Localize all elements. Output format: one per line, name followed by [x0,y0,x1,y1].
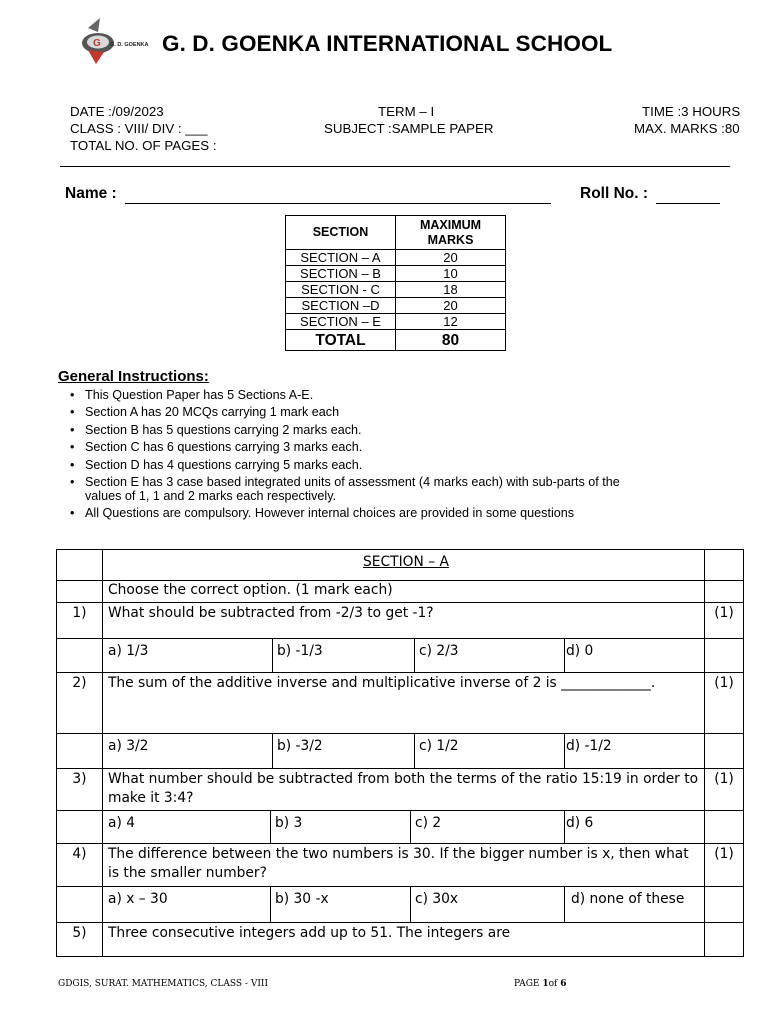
name-blank[interactable] [125,185,551,204]
section-cell: SECTION –D [286,298,396,314]
header-divider [60,166,730,167]
instruction-item: • Section B has 5 questions carrying 2 marks each. [70,423,630,437]
school-logo [74,18,154,66]
section-a-table [56,549,744,957]
name-field[interactable] [65,185,551,204]
section-cell: SECTION – A [286,250,396,266]
question-text: Three consecutive integers add up to 51. The integers are [103,923,705,957]
class-div: CLASS : VIII/ DIV : ___ [70,121,208,136]
question-marks: (1) [705,673,744,734]
total-label: TOTAL [286,330,396,351]
section-instruction-row [57,581,744,603]
section-cell: SECTION - C [286,282,396,298]
marks-total-row [286,330,506,351]
options-row [57,887,744,923]
option-a[interactable]: a) 4 [108,815,136,831]
question-text: What number should be subtracted from both the terms of the ratio 15:19 in order to make it 3:4? [103,769,705,811]
marks-cell: 20 [396,250,506,266]
question-number: 3) [57,769,103,811]
question-marks: (1) [705,603,744,639]
option-a[interactable]: a) 3/2 [108,738,149,754]
total-pages: TOTAL NO. OF PAGES : [70,138,217,153]
option-d[interactable]: d) 6 [564,811,705,843]
section-col-header: SECTION [286,216,396,250]
question-text: The difference between the two numbers is 30. If the bigger number is x, then what is the smaller number? [103,844,705,887]
question-number: 2) [57,673,103,734]
question-marks [705,923,744,957]
marks-cell: 10 [396,266,506,282]
svg-text:G. D. GOENKA: G. D. GOENKA [110,42,149,48]
option-a[interactable]: a) x – 30 [108,891,168,907]
options-row [57,734,744,769]
instruction-item: • Section E has 3 case based integrated units of assessment (4 marks each) with sub-parts of the values of 1, 1 and 2 marks each respectively. [70,475,630,503]
svg-text:G: G [93,38,101,49]
section-a-instruction: Choose the correct option. (1 mark each) [103,581,705,603]
question-text: The sum of the additive inverse and multiplicative inverse of 2 is _____________. [103,673,705,734]
instruction-item: • Section A has 20 MCQs carrying 1 mark each [70,405,630,419]
question-row [57,769,744,811]
footer-page: PAGE 1of 6 [514,979,567,989]
options-row [57,811,744,844]
option-b[interactable]: b) -1/3 [272,639,414,672]
question-marks: (1) [705,769,744,811]
school-name: G. D. GOENKA INTERNATIONAL SCHOOL [162,31,613,56]
marks-row [286,250,506,266]
options-row [57,639,744,673]
section-cell: SECTION – E [286,314,396,330]
marks-distribution-table [285,215,506,351]
marks-table-header [286,216,506,250]
option-a[interactable]: a) 1/3 [108,643,149,659]
question-number: 4) [57,844,103,887]
option-c[interactable]: c) 30x [410,887,564,922]
question-row [57,603,744,639]
option-b[interactable]: b) -3/2 [272,734,414,768]
option-c[interactable]: c) 1/2 [414,734,564,768]
marks-row [286,282,506,298]
option-c[interactable]: c) 2 [410,811,564,843]
exam-date: DATE :/09/2023 [70,104,164,119]
marks-row [286,266,506,282]
question-number: 5) [57,923,103,957]
instruction-item: • Section C has 6 questions carrying 3 marks each. [70,440,630,454]
question-marks: (1) [705,844,744,887]
question-row [57,844,744,887]
marks-cell: 12 [396,314,506,330]
marks-cell: 20 [396,298,506,314]
footer-left: GDGIS, SURAT. MATHEMATICS, CLASS - VIII [58,979,268,989]
roll-label: Roll No. : [580,185,649,202]
name-label: Name : [65,185,117,202]
term: TERM – I [378,104,435,119]
instructions-title: General Instructions: [58,368,209,385]
total-value: 80 [396,330,506,351]
instruction-item: • All Questions are compulsory. However internal choices are provided in some questions [70,506,630,520]
question-number: 1) [57,603,103,639]
instruction-item: • This Question Paper has 5 Sections A-E. [70,388,630,402]
max-marks-col-header: MAXIMUM MARKS [396,216,506,250]
max-marks: MAX. MARKS :80 [634,121,740,136]
instructions-list [70,388,630,524]
option-c[interactable]: c) 2/3 [414,639,564,672]
option-b[interactable]: b) 3 [270,811,410,843]
time: TIME :3 HOURS [642,104,741,119]
question-text: What should be subtracted from -2/3 to get -1? [103,603,705,639]
roll-field[interactable] [580,185,720,204]
section-a-title: SECTION – A [103,550,705,581]
option-b[interactable]: b) 30 -x [270,887,410,922]
section-cell: SECTION – B [286,266,396,282]
section-title-row [57,550,744,581]
instruction-item: • Section D has 4 questions carrying 5 marks each. [70,458,630,472]
marks-row [286,298,506,314]
roll-blank[interactable] [656,185,720,204]
question-row [57,923,744,957]
option-d[interactable]: d) -1/2 [564,734,705,768]
marks-cell: 18 [396,282,506,298]
marks-row [286,314,506,330]
subject: SUBJECT :SAMPLE PAPER [324,121,494,136]
question-row [57,673,744,734]
option-d[interactable]: d) 0 [564,639,705,672]
option-d[interactable]: d) none of these [564,887,705,922]
